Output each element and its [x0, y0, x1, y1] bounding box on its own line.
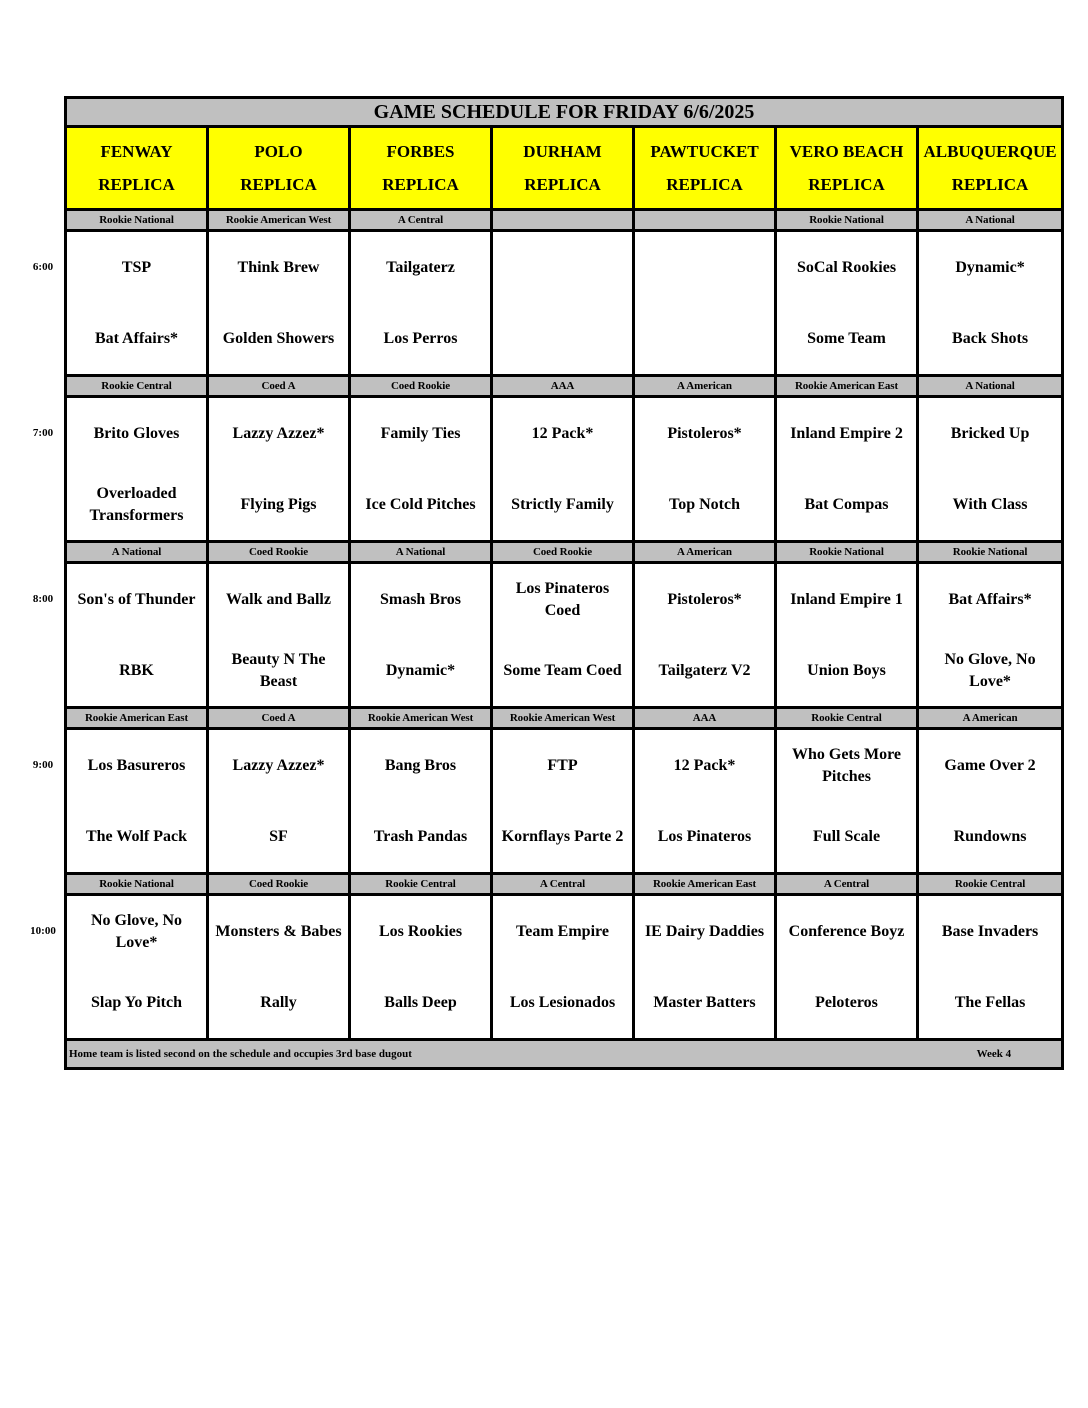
game-cell — [208, 729, 350, 874]
division-label: Coed A — [208, 708, 350, 729]
division-label: Rookie American West — [208, 210, 350, 231]
home-team: Golden Showers — [222, 329, 335, 347]
away-team: Pistoleros* — [667, 424, 742, 442]
game-cell — [776, 231, 918, 376]
game-cell — [66, 397, 208, 542]
home-team: Ice Cold Pitches — [365, 495, 476, 513]
away-team: Who Gets More Pitches — [791, 745, 901, 785]
away-team: Pistoleros* — [667, 590, 742, 608]
division-label: A National — [918, 210, 1063, 231]
game-cell — [634, 563, 776, 708]
game-row — [66, 231, 1063, 376]
field-name: FORBES — [386, 142, 455, 161]
away-team: Game Over 2 — [944, 756, 1036, 774]
week-label: Week 4 — [976, 1048, 1012, 1060]
away-team: IE Dairy Daddies — [644, 922, 765, 940]
division-label: A National — [918, 376, 1063, 397]
home-team: Kornflays Parte 2 — [501, 827, 624, 845]
home-team: With Class — [952, 495, 1028, 513]
home-team: Los Perros — [383, 329, 458, 347]
game-cell — [66, 231, 208, 376]
away-team: Lazzy Azzez* — [232, 756, 325, 774]
division-label: Coed A — [208, 376, 350, 397]
game-cell — [492, 231, 634, 376]
away-team: Conference Boyz — [788, 922, 905, 940]
away-team: Base Invaders — [941, 922, 1039, 940]
division-label: Rookie American East — [776, 376, 918, 397]
division-label: Rookie American East — [634, 874, 776, 895]
division-label: A American — [918, 708, 1063, 729]
home-team: Rundowns — [953, 827, 1027, 845]
schedule-table — [64, 96, 1064, 1070]
division-label: Rookie Central — [776, 708, 918, 729]
division-label: Rookie American East — [66, 708, 208, 729]
away-team: No Glove, No Love* — [90, 911, 183, 951]
game-cell — [208, 895, 350, 1040]
home-team: Slap Yo Pitch — [91, 993, 182, 1011]
home-team: Balls Deep — [384, 993, 457, 1011]
home-team: The Wolf Pack — [85, 827, 188, 845]
home-team: Peloteros — [815, 993, 878, 1011]
away-team: Bat Affairs* — [948, 590, 1032, 608]
home-team: Some Team Coed — [503, 661, 622, 679]
field-name: POLO — [254, 142, 303, 161]
game-cell — [492, 397, 634, 542]
game-cell — [634, 397, 776, 542]
division-label: Rookie Central — [66, 376, 208, 397]
home-team: Bat Compas — [804, 495, 889, 513]
division-row — [66, 210, 1063, 231]
division-label: Rookie National — [776, 210, 918, 231]
footer-cell — [66, 1040, 1063, 1069]
footer-note: Home team is listed second on the schedule and occupies 3rd base dugout — [69, 1048, 412, 1060]
home-team: RBK — [119, 661, 154, 679]
game-cell — [918, 563, 1063, 708]
game-cell — [918, 729, 1063, 874]
away-team: Tailgaterz — [386, 258, 455, 276]
field-subtitle: REPLICA — [240, 175, 317, 194]
field-header — [350, 127, 492, 210]
field-subtitle: REPLICA — [666, 175, 743, 194]
home-team: Master Batters — [653, 993, 756, 1011]
division-label: Rookie National — [918, 542, 1063, 563]
field-subtitle: REPLICA — [98, 175, 175, 194]
game-cell — [66, 895, 208, 1040]
game-cell — [492, 563, 634, 708]
home-team: SF — [269, 827, 288, 845]
game-cell — [918, 895, 1063, 1040]
away-team — [493, 232, 632, 303]
footer-row — [66, 1040, 1063, 1069]
game-cell — [634, 729, 776, 874]
field-header — [776, 127, 918, 210]
away-team: Son's of Thunder — [77, 590, 196, 608]
division-row — [66, 376, 1063, 397]
home-team — [635, 303, 774, 374]
time-label: 7:00 — [32, 426, 54, 439]
game-row — [66, 729, 1063, 874]
home-team: Trash Pandas — [373, 827, 468, 845]
game-cell — [634, 231, 776, 376]
division-label: Rookie Central — [918, 874, 1063, 895]
away-team: Family Ties — [380, 424, 461, 442]
time-label: 8:00 — [32, 592, 54, 605]
game-cell — [776, 895, 918, 1040]
division-label: Coed Rookie — [208, 542, 350, 563]
division-label: Rookie Central — [350, 874, 492, 895]
home-team: Flying Pigs — [240, 495, 317, 513]
division-row — [66, 542, 1063, 563]
division-label: Rookie National — [776, 542, 918, 563]
away-team: Los Rookies — [378, 922, 463, 940]
game-cell — [776, 729, 918, 874]
field-subtitle: REPLICA — [808, 175, 885, 194]
field-header-row — [66, 127, 1063, 210]
game-cell — [350, 231, 492, 376]
away-team: Brito Gloves — [93, 424, 180, 442]
game-row — [66, 895, 1063, 1040]
home-team: Bat Affairs* — [94, 329, 179, 347]
home-team: The Fellas — [954, 993, 1026, 1011]
field-name: VERO BEACH — [789, 142, 904, 161]
game-row — [66, 563, 1063, 708]
away-team: Monsters & Babes — [215, 922, 342, 940]
away-team: Lazzy Azzez* — [232, 424, 325, 442]
time-label: 6:00 — [32, 260, 54, 273]
division-label: A National — [66, 542, 208, 563]
away-team: Los Pinateros Coed — [515, 579, 610, 619]
away-team: Bricked Up — [950, 424, 1030, 442]
time-label: 10:00 — [30, 924, 56, 937]
home-team: Overloaded Transformers — [89, 484, 184, 524]
field-header — [492, 127, 634, 210]
game-cell — [350, 895, 492, 1040]
away-team — [635, 232, 774, 303]
away-team: Walk and Ballz — [226, 590, 331, 608]
home-team: Full Scale — [812, 827, 881, 845]
game-cell — [776, 397, 918, 542]
away-team: Dynamic* — [955, 258, 1025, 276]
game-cell — [350, 729, 492, 874]
away-team: Smash Bros — [379, 590, 462, 608]
home-team: Los Pinateros — [657, 827, 752, 845]
away-team: 12 Pack* — [531, 424, 594, 442]
home-team: Union Boys — [807, 661, 886, 679]
home-team: Los Lesionados — [509, 993, 616, 1011]
footer-content — [67, 1048, 1061, 1060]
division-label: A American — [634, 376, 776, 397]
field-subtitle: REPLICA — [524, 175, 601, 194]
away-team: 12 Pack* — [673, 756, 736, 774]
division-label: Coed Rookie — [208, 874, 350, 895]
field-subtitle: REPLICA — [951, 175, 1029, 194]
field-subtitle: REPLICA — [382, 175, 459, 194]
field-name: PAWTUCKET — [650, 142, 759, 161]
home-team: Strictly Family — [511, 495, 614, 513]
division-label — [492, 210, 634, 231]
home-team: Back Shots — [952, 329, 1029, 347]
division-row — [66, 874, 1063, 895]
field-name: FENWAY — [100, 142, 173, 161]
away-team: Inland Empire 2 — [790, 424, 903, 442]
division-label: A American — [634, 542, 776, 563]
away-team: Bang Bros — [384, 756, 457, 774]
game-cell — [492, 895, 634, 1040]
away-team: Think Brew — [237, 258, 320, 276]
division-label: Rookie American West — [350, 708, 492, 729]
field-header — [634, 127, 776, 210]
game-row — [66, 397, 1063, 542]
home-team — [493, 303, 632, 374]
game-cell — [776, 563, 918, 708]
game-cell — [66, 563, 208, 708]
field-header — [208, 127, 350, 210]
game-cell — [208, 397, 350, 542]
division-label: Coed Rookie — [492, 542, 634, 563]
game-cell — [918, 231, 1063, 376]
division-label: Rookie National — [66, 210, 208, 231]
field-name: ALBUQUERQUE — [923, 142, 1057, 161]
game-cell — [492, 729, 634, 874]
division-label — [634, 210, 776, 231]
field-header — [66, 127, 208, 210]
home-team: Some Team — [807, 329, 886, 347]
field-name: DURHAM — [523, 142, 602, 161]
game-cell — [350, 563, 492, 708]
division-row — [66, 708, 1063, 729]
division-label: Coed Rookie — [350, 376, 492, 397]
time-label: 9:00 — [32, 758, 54, 771]
game-cell — [918, 397, 1063, 542]
game-cell — [350, 397, 492, 542]
game-cell — [208, 563, 350, 708]
division-label: Rookie National — [66, 874, 208, 895]
home-team: No Glove, No Love* — [944, 650, 1036, 690]
away-team: Los Basureros — [87, 756, 186, 774]
division-label: A National — [350, 542, 492, 563]
field-header — [918, 127, 1063, 210]
home-team: Top Notch — [669, 495, 740, 513]
division-label: A Central — [776, 874, 918, 895]
division-label: A Central — [350, 210, 492, 231]
schedule-sheet — [64, 96, 1061, 1070]
away-team: SoCal Rookies — [796, 258, 897, 276]
division-label: AAA — [492, 376, 634, 397]
division-label: A Central — [492, 874, 634, 895]
home-team: Rally — [260, 993, 297, 1011]
game-cell — [634, 895, 776, 1040]
division-label: Rookie American West — [492, 708, 634, 729]
home-team: Tailgaterz V2 — [658, 661, 751, 679]
game-cell — [66, 729, 208, 874]
home-team: Beauty N The Beast — [231, 650, 326, 690]
game-cell — [208, 231, 350, 376]
away-team: Inland Empire 1 — [790, 590, 903, 608]
away-team: Team Empire — [516, 922, 609, 940]
home-team: Dynamic* — [385, 661, 456, 679]
away-team: TSP — [121, 258, 152, 276]
schedule-title: GAME SCHEDULE FOR FRIDAY 6/6/2025 — [66, 98, 1063, 127]
division-label: AAA — [634, 708, 776, 729]
away-team: FTP — [547, 756, 578, 774]
